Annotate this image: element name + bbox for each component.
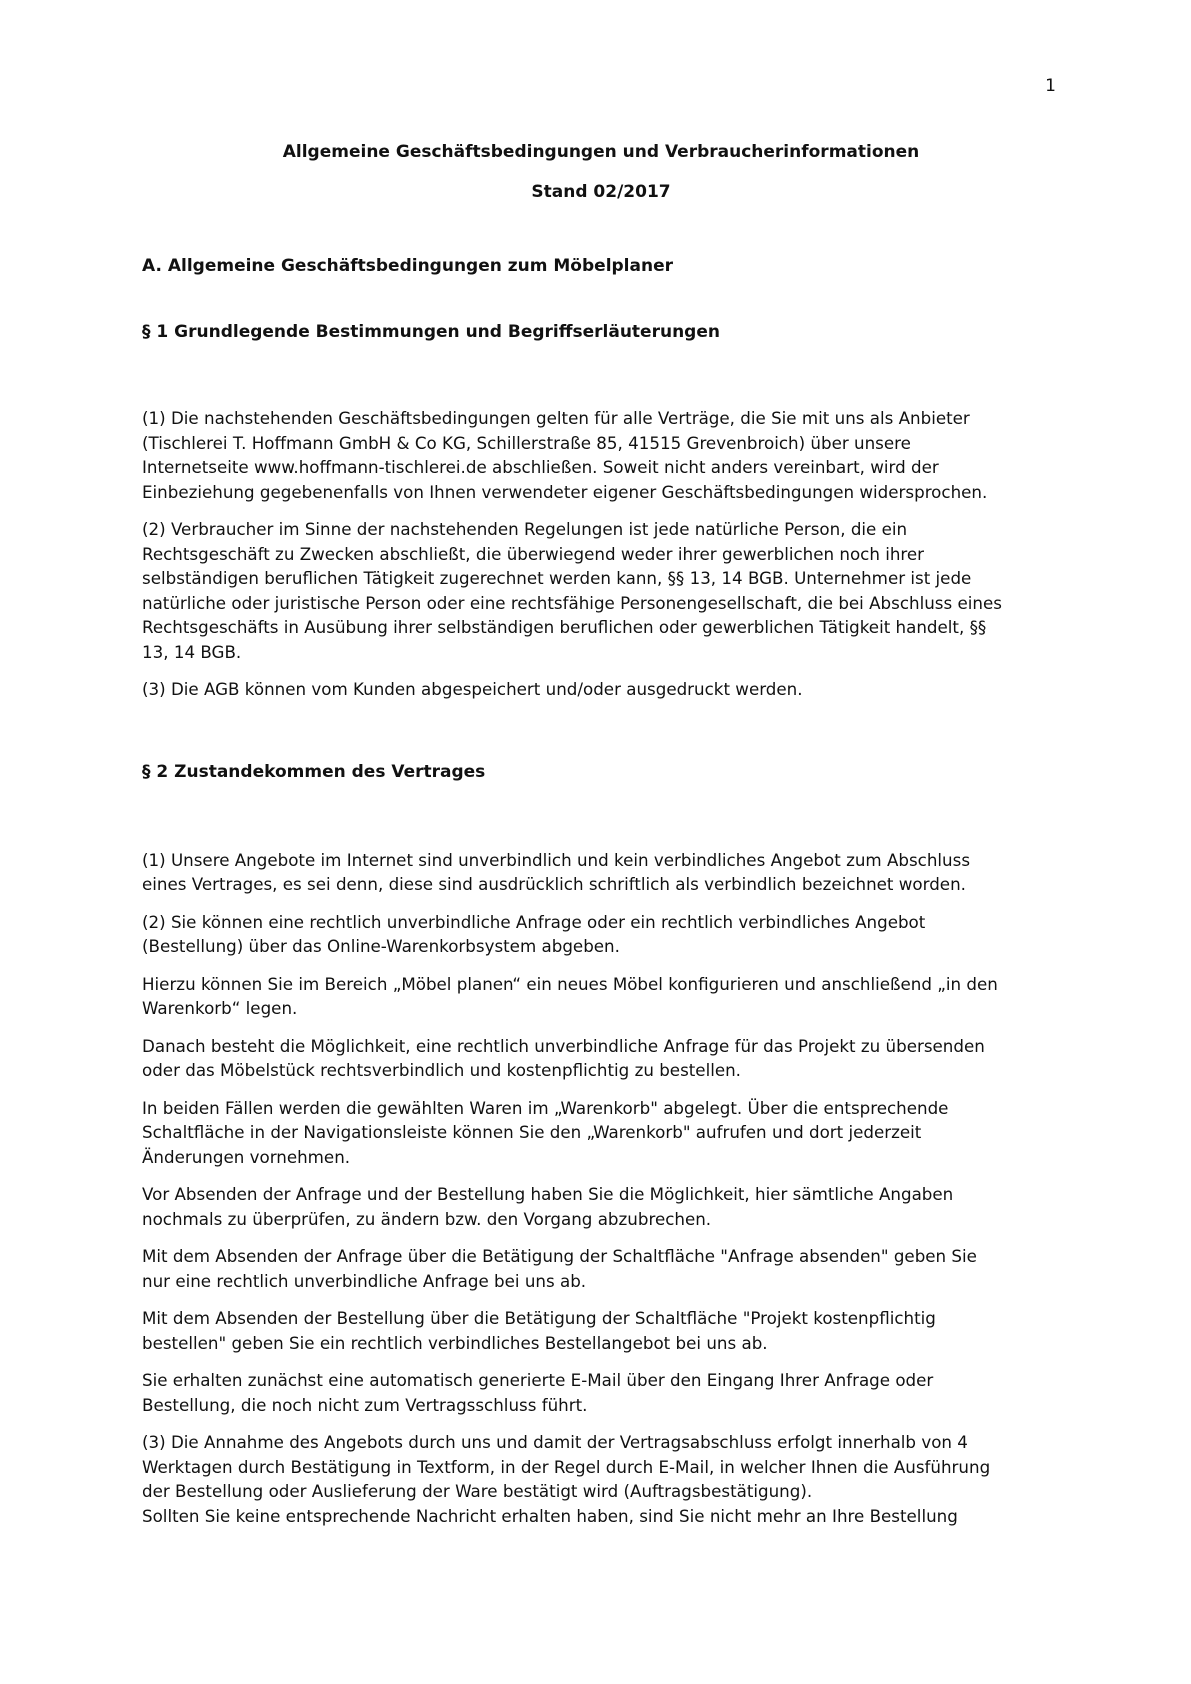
section-1-paragraph: (3) Die AGB können vom Kunden abgespeichert und/oder ausgedruckt werden. bbox=[142, 679, 803, 699]
page-number: 1 bbox=[1045, 76, 1056, 96]
section-1-paragraph: (2) Verbraucher im Sinne der nachstehenden Regelungen ist jede natürliche Person, die ein Rechtsgeschäft zu Zwecken abschließt, die überwiegend weder ihrer gewerblichen noch ihrer selbständigen beruflichen Tätigkeit zugerechnet werden kann, §§ 13, 14 BGB. Unternehmer ist jede natürliche oder juristische Person oder eine rechtsfähige Personengesellschaft, die bei Abschluss eines Rechtsgeschäfts in Ausübung ihrer selbständigen beruflichen oder gewerblichen Tätigkeit handelt, §§ 13, 14 BGB. bbox=[142, 519, 1002, 662]
section-2-paragraph: Mit dem Absenden der Bestellung über die Betätigung der Schaltfläche "Projekt kostenpflichtig bestellen" geben Sie ein rechtlich verbindliches Bestellangebot bei uns ab. bbox=[142, 1308, 936, 1353]
document-subtitle: Stand 02/2017 bbox=[531, 182, 671, 202]
section-2-paragraph: Sie erhalten zunächst eine automatisch generierte E-Mail über den Eingang Ihrer Anfrage oder Bestellung, die noch nicht zum Vertragsschluss führt. bbox=[142, 1370, 934, 1415]
section-2-heading: § 2 Zustandekommen des Vertrages bbox=[142, 761, 486, 782]
section-1-heading: § 1 Grundlegende Bestimmungen und Begriffserläuterungen bbox=[142, 322, 720, 342]
section-2-paragraph: Sollten Sie keine entsprechende Nachricht erhalten haben, sind Sie nicht mehr an Ihre Bestellung bbox=[142, 1505, 958, 1526]
document-content bbox=[142, 140, 1060, 1528]
section-1-paragraph: (1) Die nachstehenden Geschäftsbedingungen gelten für alle Verträge, die Sie mit uns als Anbieter (Tischlerei T. Hoffmann GmbH & Co KG, Schillerstraße 85, 41515 Grevenbroich) über unsere Internetseite www.hoffmann-tischlerei.de abschließen. Soweit nicht anders vereinbart, wird der Einbeziehung gegebenenfalls von Ihnen verwendeter eigener Geschäftsbedingungen widersprochen. bbox=[142, 408, 988, 502]
section-2-paragraph: In beiden Fällen werden die gewählten Waren im „Warenkorb" abgelegt. Über die entsprechende Schaltfläche in der Navigationsleiste können Sie den „Warenkorb" aufrufen und dort jederzeit Änderungen vornehmen. bbox=[142, 1097, 949, 1167]
section-2-paragraph: (3) Die Annahme des Angebots durch uns und damit der Vertragsabschluss erfolgt innerhalb von 4 Werktagen durch Bestätigung in Textform, in der Regel durch E-Mail, in welcher Ihnen die Ausführung der Bestellung oder Auslieferung der Ware bestätigt wird (Auftragsbestätigung). bbox=[142, 1432, 991, 1501]
section-2-paragraph: Vor Absenden der Anfrage und der Bestellung haben Sie die Möglichkeit, hier sämtliche Angaben nochmals zu überprüfen, zu ändern bzw. den Vorgang abzubrechen. bbox=[142, 1184, 954, 1229]
section-a-heading: A. Allgemeine Geschäftsbedingungen zum Möbelplaner bbox=[142, 256, 674, 276]
document-title: Allgemeine Geschäftsbedingungen und Verbraucherinformationen bbox=[282, 142, 920, 162]
section-2-paragraph: Danach besteht die Möglichkeit, eine rechtlich unverbindliche Anfrage für das Projekt zu übersenden oder das Möbelstück rechtsverbindlich und kostenpflichtig zu bestellen. bbox=[142, 1035, 985, 1080]
section-2-paragraph: (1) Unsere Angebote im Internet sind unverbindlich und kein verbindliches Angebot zum Abschluss eines Vertrages, es sei denn, diese sind ausdrücklich schriftlich als verbindlich bezeichnet worden. bbox=[142, 849, 971, 894]
section-2-paragraph: Mit dem Absenden der Anfrage über die Betätigung der Schaltfläche "Anfrage absenden" geben Sie nur eine rechtlich unverbindliche Anfrage bei uns ab. bbox=[142, 1246, 977, 1291]
section-2-paragraph: Hierzu können Sie im Bereich „Möbel planen“ ein neues Möbel konfigurieren und anschließend „in den Warenkorb“ legen. bbox=[142, 973, 998, 1018]
section-2-paragraph: (2) Sie können eine rechtlich unverbindliche Anfrage oder ein rechtlich verbindliches Angebot (Bestellung) über das Online-Warenkorbsystem abgeben. bbox=[142, 911, 926, 956]
